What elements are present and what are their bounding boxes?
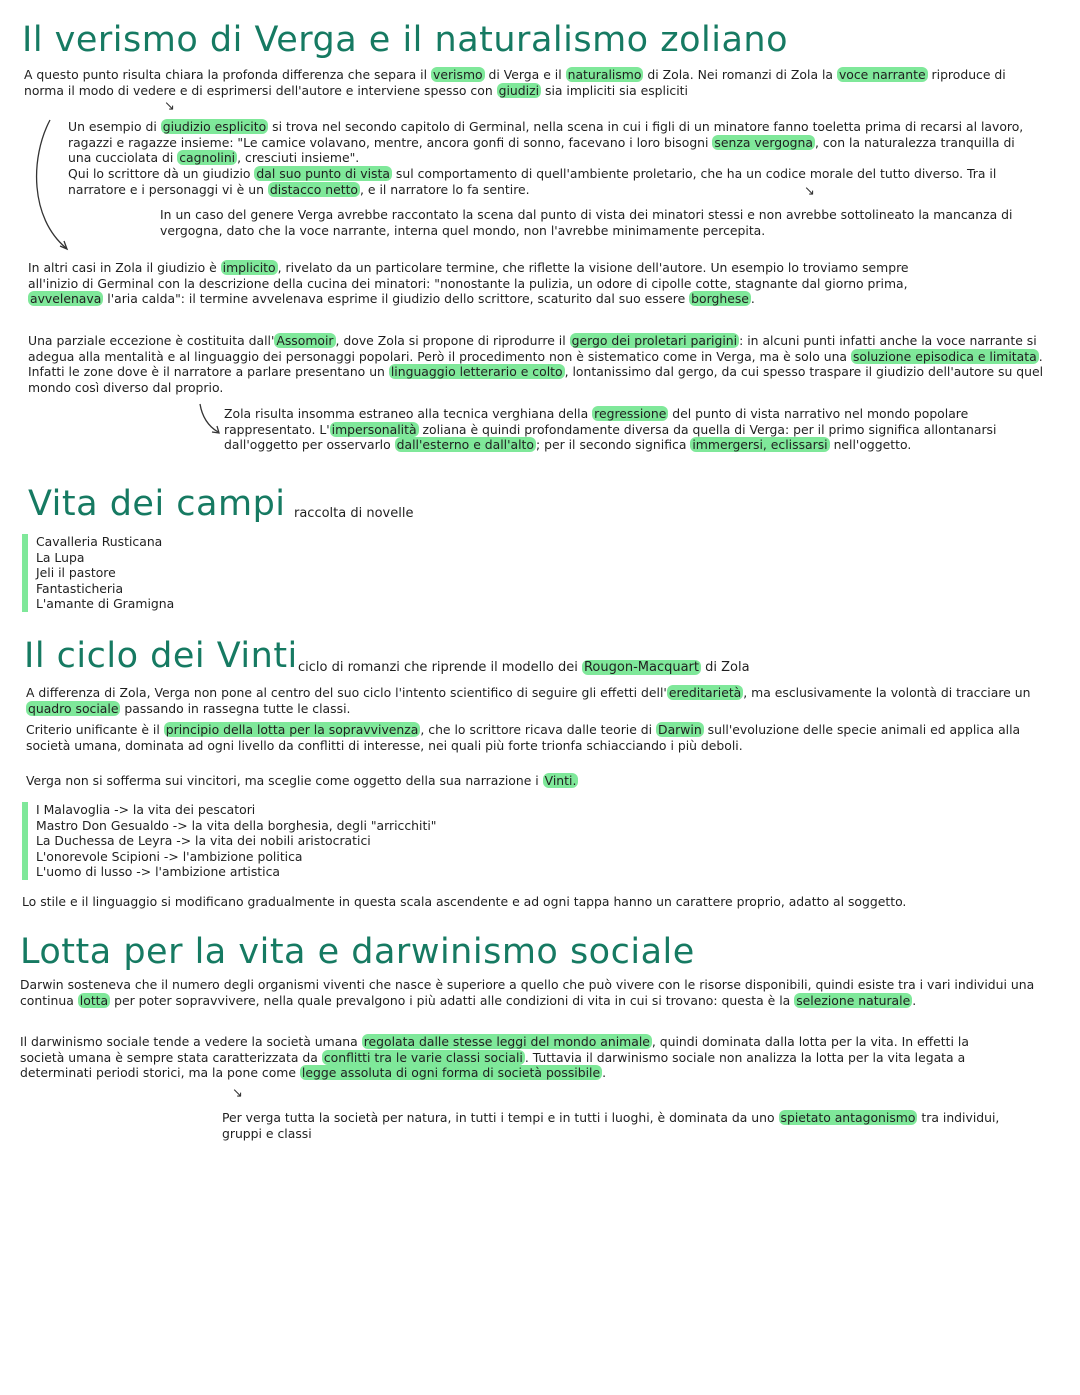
highlighted-text: ereditarietà — [668, 685, 742, 700]
paragraph-verga-caso: In un caso del genere Verga avrebbe raccontato la scena dal punto di vista dei minatori stessi e non avrebbe sottolineato la mancanza di vergogna, dato che la voce narrante, interna quel mondo, non l'avrebbe minimamente percepita. — [160, 207, 1013, 238]
highlighted-text: regolata dalle stesse leggi del mondo animale — [363, 1034, 650, 1049]
arrow-down-icon: ↘ — [164, 99, 175, 114]
highlighted-text: soluzione episodica e limitata — [852, 348, 1037, 364]
paragraph-regressione: Zola risulta insomma estraneo alla tecnica verghiana della regressione del punto di vista narrativo nel mondo popolare rappresentato. L' impersonalità zoliana è quindi profondamente diversa da quella di Verga: per il primo significa allontanarsi dall'oggetto per osservarlo dall'esterno e dall'alto ; per il secondo significa immergersi, eclissarsi nell'oggetto. — [224, 406, 997, 453]
list-item: L'uomo di lusso -> l'ambizione artistica — [36, 864, 281, 880]
highlighted-text: spietato antagonismo — [780, 1110, 916, 1125]
highlighted-text: regressione — [594, 406, 667, 421]
section-title-ciclo-dei-vinti: Il ciclo dei Vinti — [24, 636, 298, 676]
arrow-down-icon: ↘ — [232, 1086, 243, 1101]
list-item: Fantasticheria — [36, 580, 124, 596]
highlighted-text: naturalismo — [567, 67, 642, 82]
paragraph-punto-di-vista: Qui lo scrittore dà un giudizio dal suo punto di vista sul comportamento di quell'ambiente proletario, che ha un codice morale del tutto diverso. Tra il narratore e i personaggi vi è un distacco netto , e il narratore lo fa sentire. — [68, 166, 997, 197]
highlighted-text: avvelenava — [30, 291, 102, 307]
list-item: I Malavoglia -> la vita dei pescatori — [36, 802, 256, 817]
list-item: Jeli il pastore — [36, 565, 116, 581]
list-item: Cavalleria Rusticana — [36, 534, 163, 549]
paragraph-darwin: Darwin sosteneva che il numero degli organismi viventi che nasce è superiore a quello che può vivere con le risorse disponibili, quindi esiste tra i vari individui una continua lotta per poter sopravvivere, nella quale prevalgono i più adatti alle condizioni di vita in cui si trovano: questa è la selezione naturale . — [20, 977, 1035, 1008]
section-note: raccolta di novelle — [294, 506, 414, 521]
highlighted-text: linguaggio letterario e colto — [390, 364, 563, 380]
romanzi-list — [22, 802, 436, 880]
highlighted-text: conflitti tra le varie classi sociali — [323, 1049, 523, 1065]
paragraph-giudizio-implicito: In altri casi in Zola il giudizio è implicito , rivelato da un particolare termine, che riflette la visione dell'autore. Un esempio lo troviamo sempre all'inizio di Germinal con la descrizione della cucina dei minatori: "nonostante la pulizia, un odore di cipolle cotte, stagnante dal giorno prima, avvelenava l'aria calda": il termine avvelenava esprime il giudizio dello scrittore, scaturito dal suo essere borghese . — [28, 260, 909, 307]
arrow-down-icon: ↘ — [804, 184, 815, 199]
highlighted-text: Rougon-Macquart — [583, 660, 699, 675]
highlighted-text: dall'esterno e dall'alto — [396, 437, 534, 453]
list-item: La Duchessa de Leyra -> la vita dei nobili aristocratici — [36, 833, 371, 849]
paragraph-differenza-zola: A differenza di Zola, Verga non pone al centro del suo ciclo l'intento scientifico di seguire gli effetti dell' ereditarietà , ma esclusivamente la volontà di tracciare un quadro sociale passando in rassegna tutte le classi. — [26, 685, 1031, 716]
highlighted-text: Darwin — [658, 722, 702, 737]
section-title-verismo: Il verismo di Verga e il naturalismo zoliano — [22, 20, 788, 60]
highlighted-text: immergersi, eclissarsi — [692, 437, 828, 453]
paragraph-antagonismo: Per verga tutta la società per natura, in tutti i tempi e in tutti i luoghi, è dominata da uno spietato antagonismo tra individui, gruppi e classi — [222, 1110, 1000, 1141]
highlighted-text: selezione naturale — [796, 992, 911, 1008]
paragraph-assomoir: Una parziale eccezione è costituita dall' Assomoir , dove Zola si propone di riprodurre il gergo dei proletari parigini : in alcuni punti infatti anche la voce narrante si adegua alla mentalità e al linguaggio dei personaggi popolari. Però il procedimento non è sistematico come in Verga, ma è solo una soluzione episodica e limitata . Infatti le zone dove è il narratore a parlare presentano un linguaggio letterario e colto , lontanissimo dal gergo, da cui spesso traspare il giudizio dell'autore su quel mondo così diverso dal proprio. — [28, 333, 1044, 395]
highlighted-text: gergo dei proletari parigini — [571, 333, 738, 348]
list-item: L'onorevole Scipioni -> l'ambizione politica — [36, 848, 303, 864]
list-item: La Lupa — [36, 549, 85, 565]
section-title-vita-dei-campi: Vita dei campi — [28, 484, 286, 524]
highlighted-text: Assomoir — [276, 333, 334, 348]
highlighted-text: principio della lotta per la sopravvivenza — [165, 722, 419, 737]
highlighted-text: Vinti. — [544, 773, 577, 788]
paragraph-criterio: Criterio unificante è il principio della lotta per la sopravvivenza , che lo scrittore ricava dalle teorie di Darwin sull'evoluzione delle specie animali ed applica alla società umana, dominata ad ogni livello da conflitti di interesse, nei quali più forte trionfa schiacciando i più deboli. — [26, 722, 1021, 753]
novelle-list — [22, 534, 174, 612]
section-title-lotta-per-la-vita: Lotta per la vita e darwinismo sociale — [20, 932, 695, 972]
highlighted-text: senza vergogna — [714, 134, 813, 150]
highlighted-text: quadro sociale — [28, 700, 119, 716]
highlighted-text: impersonalità — [331, 421, 417, 437]
highlighted-text: giudizio esplicito — [162, 119, 267, 134]
list-item: Mastro Don Gesualdo -> la vita della borghesia, degli "arricchiti" — [36, 817, 437, 833]
highlighted-text: implicito — [222, 260, 276, 275]
paragraph-giudizio-esplicito: Un esempio di giudizio esplicito si trova nel secondo capitolo di Germinal, nella scena in cui i figli di un minatore fanno toeletta prima di recarsi al lavoro, ragazzi e ragazze insieme: "Le camice volavano, mentre, ancora gonfi di sonno, facevano i loro bisogni senza vergogna , con la naturalezza tranquilla di una cucciolata di cagnolini , cresciuti insieme". — [68, 119, 1024, 166]
paragraph-differenza: A questo punto risulta chiara la profonda differenza che separa il verismo di Verga e il naturalismo di Zola. Nei romanzi di Zola la voce narrante riproduce di norma il modo di vedere e di esprimersi dell'autore e interviene spesso con giudizi sia impliciti sia espliciti — [24, 67, 1006, 98]
highlighted-text: cagnolini — [179, 150, 236, 166]
highlighted-text: dal suo punto di vista — [256, 166, 390, 181]
highlighted-text: legge assoluta di ogni forma di società possibile — [301, 1065, 601, 1081]
highlighted-text: giudizi — [498, 82, 540, 98]
highlighted-text: voce narrante — [838, 67, 926, 82]
list-item: L'amante di Gramigna — [36, 596, 175, 612]
paragraph-darwinismo-sociale: Il darwinismo sociale tende a vedere la società umana regolata dalle stesse leggi del mondo animale , quindi dominata dalla lotta per la vita. In effetti la società umana è sempre stata caratterizzata da conflitti tra le varie classi sociali . Tuttavia il darwinismo sociale non analizza la lotta per la vita legata a determinati periodi storici, ma la pone come legge assoluta di ogni forma di società possibile . — [20, 1034, 969, 1081]
highlighted-text: borghese — [691, 291, 749, 307]
highlighted-text: verismo — [433, 67, 483, 82]
highlighted-text: lotta — [79, 992, 109, 1008]
arrow-down-icon — [196, 402, 226, 438]
section-note: ciclo di romanzi che riprende il modello dei Rougon-Macquart di Zola — [298, 660, 750, 675]
paragraph-stile: Lo stile e il linguaggio si modificano gradualmente in questa scala ascendente e ad ogni tappa hanno un carattere proprio, adatto al soggetto. — [22, 894, 907, 909]
highlighted-text: distacco netto — [269, 181, 359, 197]
paragraph-vinti: Verga non si sofferma sui vincitori, ma sceglie come oggetto della sua narrazione i Vinti. — [26, 773, 577, 788]
